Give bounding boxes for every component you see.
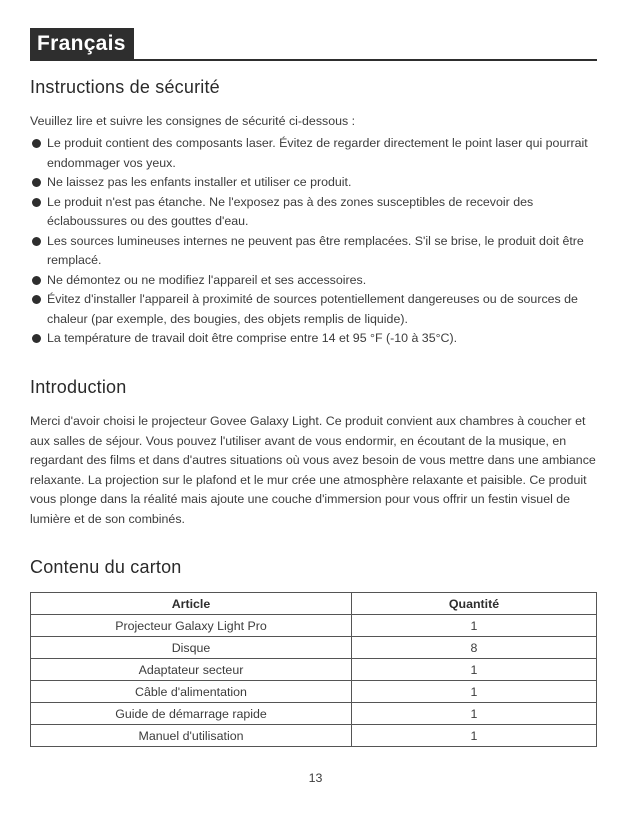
safety-item: Le produit contient des composants laser. Évitez de regarder directement le point laser qui pourrait endommager vos yeux. [30,134,600,173]
bullet-icon [32,139,41,148]
bullet-icon [32,276,41,285]
item-cell: Disque [31,637,352,659]
quantity-cell: 1 [352,659,597,681]
quantity-cell: 1 [352,725,597,747]
quantity-cell: 8 [352,637,597,659]
contents-heading: Contenu du carton [30,557,182,577]
safety-item: Les sources lumineuses internes ne peuvent pas être remplacées. S'il se brise, le produit doit être remplacé. [30,232,600,271]
introduction-heading: Introduction [30,377,127,397]
item-cell: Guide de démarrage rapide [31,703,352,725]
bullet-icon [32,237,41,246]
safety-item: Ne démontez ou ne modifiez l'appareil et ses accessoires. [30,271,600,291]
bullet-icon [32,334,41,343]
safety-item: La température de travail doit être comprise entre 14 et 95 °F (-10 à 35°C). [30,329,600,349]
language-badge: Français [30,28,134,59]
item-cell: Manuel d'utilisation [31,725,352,747]
quantity-cell: 1 [352,703,597,725]
page-number: 13 [308,771,323,785]
table-row [31,637,597,659]
item-cell: Adaptateur secteur [31,659,352,681]
safety-item: Évitez d'installer l'appareil à proximité de sources potentiellement dangereuses ou de sources de chaleur (par exemple, des bougies, des objets remplis de liquide). [30,290,600,329]
introduction-text: Merci d'avoir choisi le projecteur Govee Galaxy Light. Ce produit convient aux chambres à coucher et aux salles de séjour. Vous pouvez l'utiliser avant de vous endormir, en écoutant de la musique, en regardant des films et dans d'autres situations où vous avez besoin de vous mettre dans une ambiance relaxante. La projection sur le plafond et le mur crée une atmosphère relaxante et paisible. Ce produit vous plonge dans la réalité mais ajoute une couche d'immersion pour vous offrir un festin visuel de lumière et de son combinés. [30,414,596,526]
safety-intro: Veuillez lire et suivre les consignes de sécurité ci-dessous : [30,114,356,128]
safety-list [30,134,600,349]
safety-item: Ne laissez pas les enfants installer et utiliser ce produit. [30,173,600,193]
column-header-quantity: Quantité [352,593,597,615]
bullet-icon [32,198,41,207]
table-row [31,659,597,681]
table-row [31,703,597,725]
contents-table [30,592,597,747]
table-row [31,615,597,637]
table-header-row [31,593,597,615]
quantity-cell: 1 [352,681,597,703]
item-cell: Câble d'alimentation [31,681,352,703]
table-row [31,725,597,747]
safety-item: Le produit n'est pas étanche. Ne l'exposez pas à des zones susceptibles de recevoir des éclaboussures ou des gouttes d'eau. [30,193,600,232]
table-row [31,681,597,703]
safety-heading: Instructions de sécurité [30,77,220,97]
quantity-cell: 1 [352,615,597,637]
bullet-icon [32,178,41,187]
language-header [30,28,597,61]
item-cell: Projecteur Galaxy Light Pro [31,615,352,637]
column-header-article: Article [31,593,352,615]
bullet-icon [32,295,41,304]
